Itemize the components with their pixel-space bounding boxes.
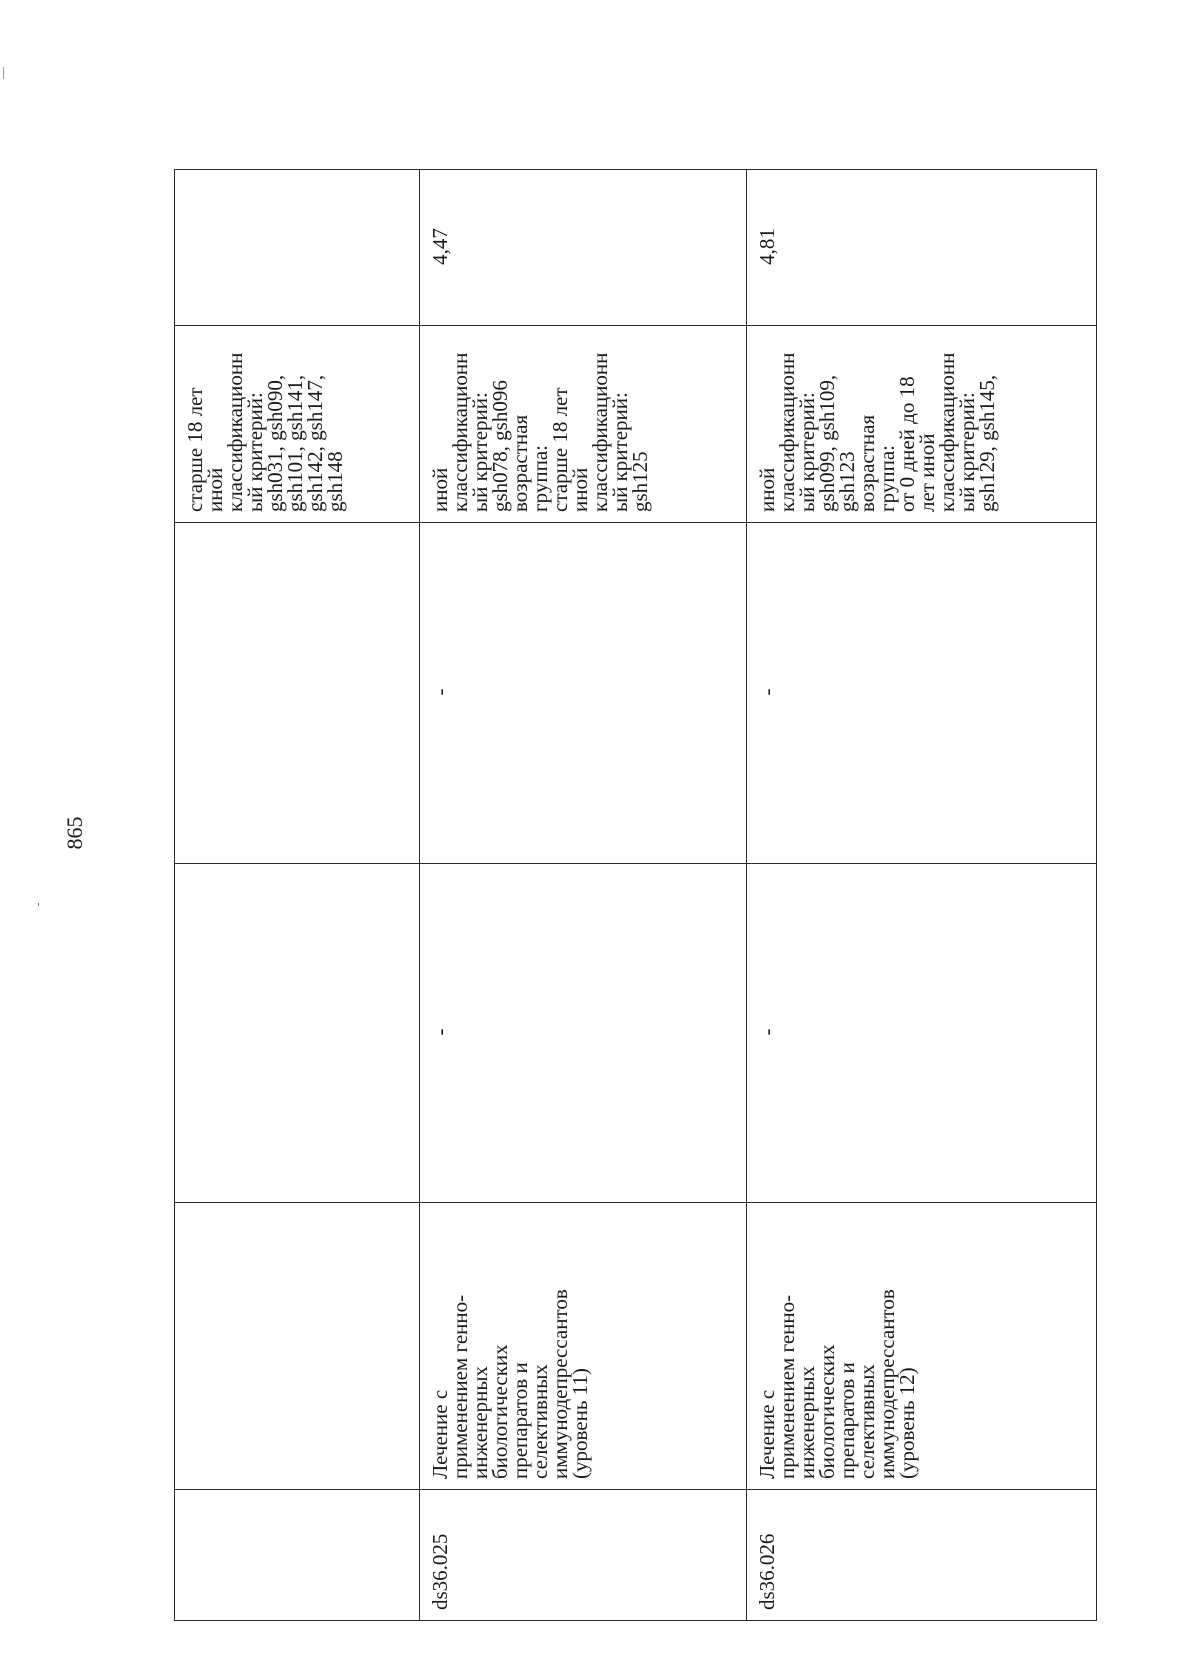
scan-artifact [38, 903, 39, 906]
table-row [420, 170, 747, 1621]
tariff-table [174, 169, 1097, 1621]
dash-cell: - [420, 523, 747, 864]
criteria-cell: старше 18 лет иной классификационн ый критерий: gsh031, gsh090, gsh101, gsh141, gsh142, gsh147, gsh148 [175, 326, 420, 523]
criteria-cell: иной классификационн ый критерий: gsh078, gsh096 возрастная группа: старше 18 лет иной классификационн ый критерий: gsh125 [420, 326, 747, 523]
code-cell: ds36.026 [747, 1490, 1097, 1621]
code-cell [175, 1490, 420, 1621]
coefficient-cell: 4,47 [420, 170, 747, 326]
code-cell: ds36.025 [420, 1490, 747, 1621]
name-cell: Лечение с применением генно- инженерных биологических препаратов и селективных иммунодепрессантов (уровень 11) [420, 1203, 747, 1490]
empty-cell [175, 864, 420, 1203]
name-cell [175, 1203, 420, 1490]
table-row [747, 170, 1097, 1621]
coefficient-cell: 4,81 [747, 170, 1097, 326]
dash-cell: - [420, 864, 747, 1203]
page-number: 865 [62, 816, 87, 850]
scan-artifact [3, 67, 4, 79]
criteria-cell: иной классификационн ый критерий: gsh099, gsh109, gsh123 возрастная группа: от 0 дней до 18 лет иной классификационн ый критерий: gsh129, gsh145, [747, 326, 1097, 523]
coefficient-cell [175, 170, 420, 326]
empty-cell [175, 523, 420, 864]
dash-cell: - [747, 864, 1097, 1203]
name-cell: Лечение с применением генно- инженерных биологических препаратов и селективных иммунодепрессантов (уровень 12) [747, 1203, 1097, 1490]
table-row [175, 170, 420, 1621]
dash-cell: - [747, 523, 1097, 864]
